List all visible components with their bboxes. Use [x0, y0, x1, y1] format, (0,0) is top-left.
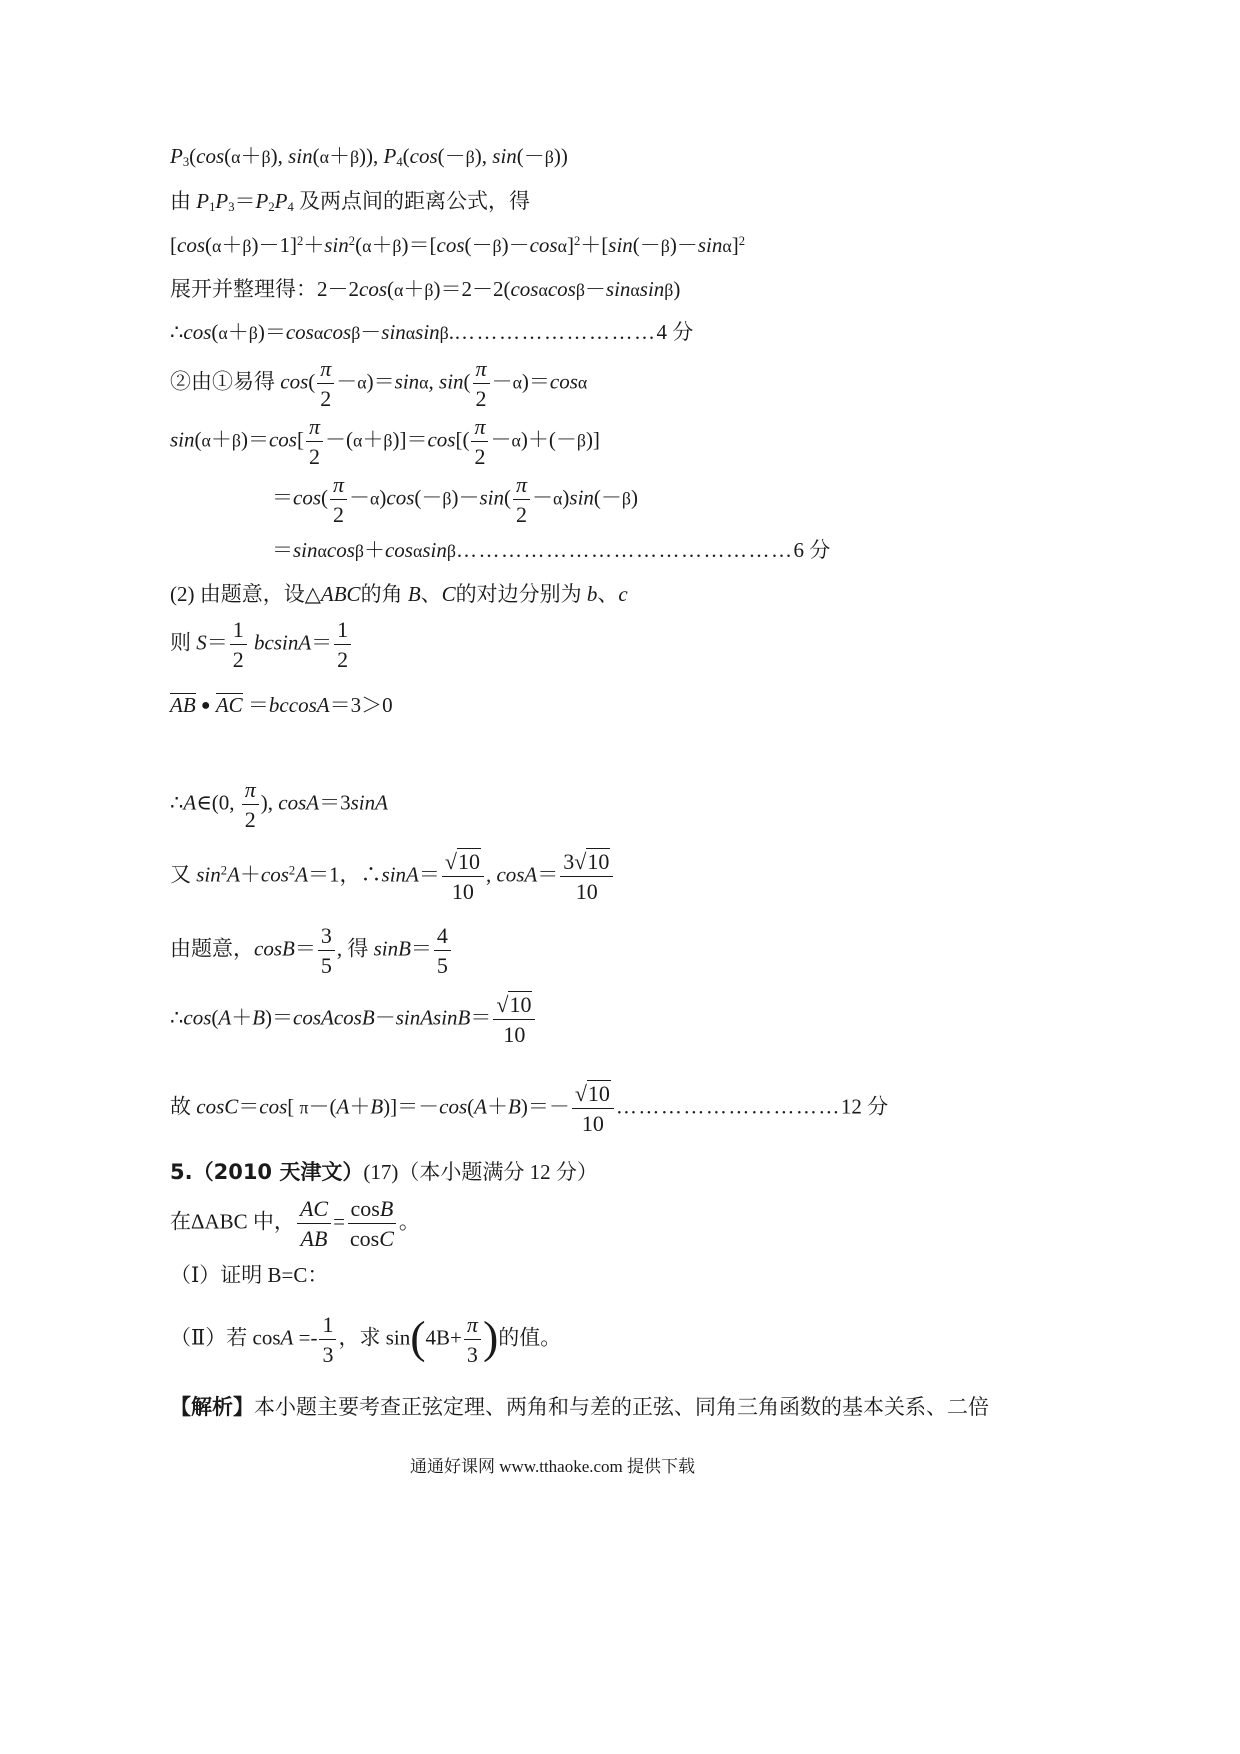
problem-number: 5.: [170, 1160, 193, 1184]
page-footer: 通通好课网 www.tthaoke.com 提供下载: [410, 1457, 696, 1476]
line-cos-c: 故 cosC＝cos[ π－(A＋B)]＝－cos(A＋B)＝－ $\frac{√10}{10}$ …………………………12 分: [170, 1081, 889, 1137]
line-distance-equation: $[\cos(\alpha+\beta)-1]^2+\sin^2(\alpha+\beta)=[\cos(-\beta)-\cos\alpha]^2+[\sin(-\beta)-\sin\alpha]^2$: [170, 233, 746, 257]
analysis-tag: 【解析】: [170, 1394, 254, 1419]
analysis-text: 本小题主要考查正弦定理、两角和与差的正弦、同角三角函数的基本关系、二倍: [254, 1395, 989, 1419]
problem-meta: (17)（本小题满分 12 分）: [363, 1160, 598, 1184]
line-part2-intro: (2) 由题意，设△ABC的角 B、C的对边分别为 b、c: [170, 582, 628, 606]
line-cofunction: ②由①易得 cos( $\frac{\pi}{2}$ －α)＝sinα, sin( $\frac{\pi}{2}$ －α)＝cosα: [170, 356, 588, 412]
problem-source: （2010 天津文）: [192, 1160, 364, 1184]
line-cos-a-plus-b: ∴cos(A＋B)＝cosAcosB－sinAsinB＝ $\frac{√10}{10}$: [170, 993, 537, 1046]
line-angle-range: ∴A∈(0, $\frac{\pi}{2}$ ), cosA＝3sinA: [170, 777, 388, 833]
line-distance-text: 由 $P_1P_3=P_2P_4$ 及两点间的距离公式，得: [170, 189, 530, 215]
line-dot-product: AB ● AC ＝bccosA＝3＞0: [170, 693, 393, 717]
score-12: 12 分: [840, 1094, 889, 1119]
line-points: $P_3(\cos(\alpha+\beta)$, sin(α＋β)), $P_4(\cos(-\beta)$, sin(－β)): [170, 144, 568, 170]
score-4: 4 分: [656, 320, 694, 344]
problem-5-header: [170, 1162, 598, 1183]
line-sin-sum-2: ＝cos( $\frac{\pi}{2}$ －α)cos(－β)－sin( $\frac{\pi}{2}$ －α)sin(－β): [272, 472, 638, 528]
line-expand: 展开并整理得：2－2cos(α＋β)＝2－2(cosαcosβ－sinαsinβ): [170, 277, 681, 301]
line-sin-cos-a: 又 $\sin^2A+\cos^2A=1$，∴sinA＝ $\frac{√10}{10}$ , cosA＝ $\frac{3√10}{10}$: [170, 850, 615, 903]
line-cos-sum: ∴cos(α＋β)＝cosαcosβ－sinαsinβ.………………………4 分: [170, 320, 694, 344]
analysis-line: [170, 1396, 989, 1418]
problem-part-2: （Ⅱ）若 cosA =- $\frac{1}{3}$ ，求 sin(4B+ $\frac{\pi}{3}$ )的值。: [170, 1311, 562, 1368]
line-sin-sum-1: sin(α＋β)＝cos[ $\frac{\pi}{2}$ －(α＋β)]＝cos[( $\frac{\pi}{2}$ －α)＋(－β)]: [170, 414, 600, 470]
line-cos-b: 由题意，cosB＝ $\frac{3}{5}$ , 得 sinB＝ $\frac{4}{5}$: [170, 924, 453, 977]
score-6: 6 分: [793, 538, 831, 562]
problem-statement: 在ΔABC 中， $\frac{AC}{AB}$ = $\frac{\cos B}{\cos C}$ 。: [170, 1196, 420, 1252]
line-sin-sum-3: ＝sinαcosβ＋cosαsinβ………………………………………6 分: [272, 538, 831, 562]
line-area: 则 S＝ $\frac{1}{2}$ bcsinA＝ $\frac{1}{2}$: [170, 618, 353, 671]
problem-part-1: （Ⅰ）证明 B=C：: [170, 1263, 329, 1287]
